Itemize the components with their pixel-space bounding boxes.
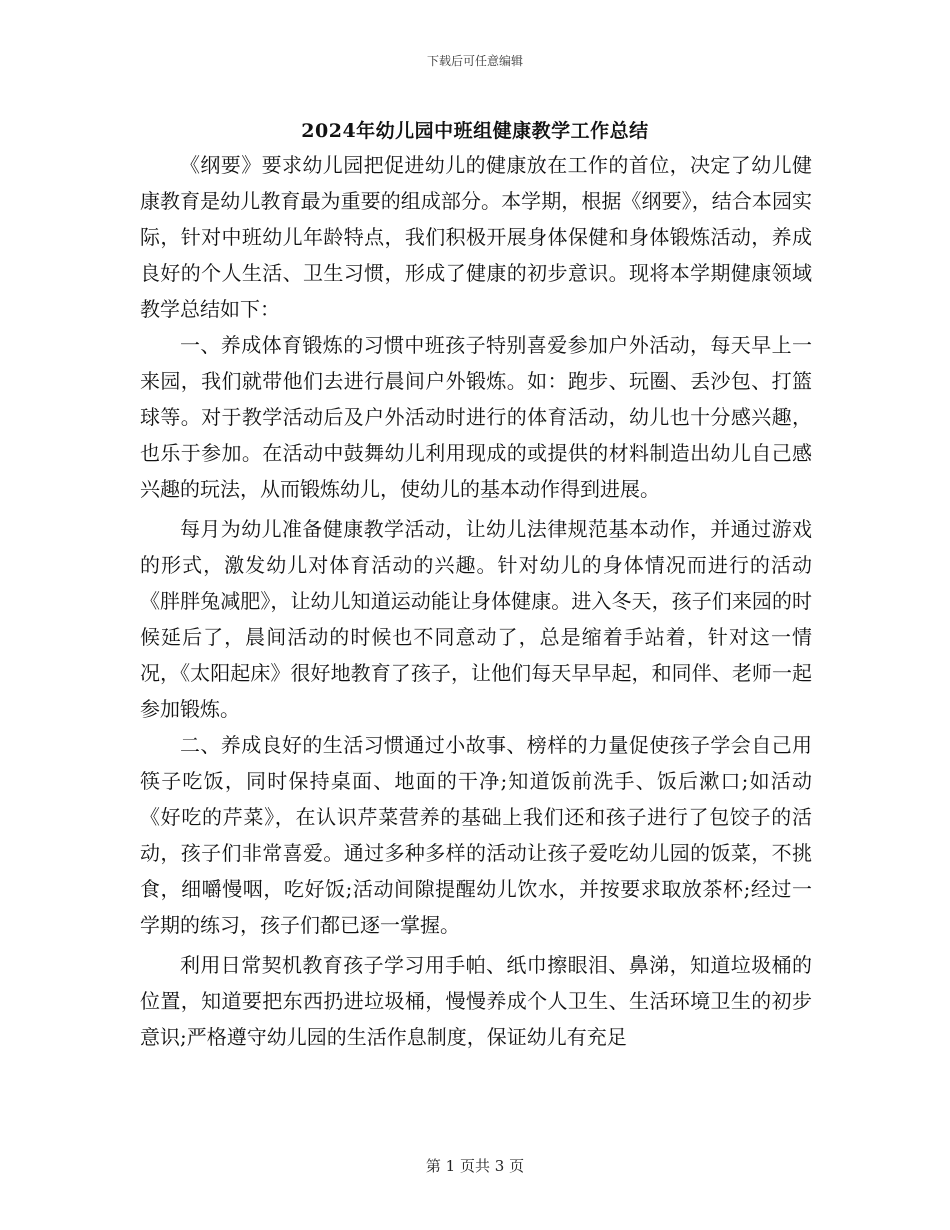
page-header-note: 下载后可任意编辑 — [426, 54, 523, 68]
paragraph-living-habits: 二、养成良好的生活习惯通过小故事、榜样的力量促使孩子学会自己用筷子吃饭，同时保持桌面、地面的干净;知道饭前洗手、饭后漱口;如活动《好吃的芹菜》，在认识芹菜营养的基础上我们还和孩子进行了包饺子的活动，孩子们非常喜爱。通过多种多样的活动让孩子爱吃幼儿园的饭菜，不挑食，细嚼慢咽，吃好饭;活动间隙提醒幼儿饮水，并按要求取放茶杯;经过一学期的练习，孩子们都已逐一掌握。 — [140, 733, 812, 937]
paragraph-hygiene: 利用日常契机教育孩子学习用手帕、纸巾擦眼泪、鼻涕，知道垃圾桶的位置，知道要把东西扔进垃圾桶，慢慢养成个人卫生、生活环境卫生的初步意识;严格遵守幼儿园的生活作息制度，保证幼儿有充足 — [140, 953, 812, 1049]
document-title: 2024年幼儿园中班组健康教学工作总结 — [301, 120, 649, 142]
paragraph-exercise-habits: 一、养成体育锻炼的习惯中班孩子特别喜爱参加户外活动，每天早上一来园，我们就带他们去进行晨间户外锻炼。如：跑步、玩圈、丢沙包、打篮球等。对于教学活动后及户外活动时进行的体育活动，幼儿也十分感兴趣，也乐于参加。在活动中鼓舞幼儿利用现成的或提供的材料制造出幼儿自己感兴趣的玩法，从而锻炼幼儿，使幼儿的基本动作得到进展。 — [140, 333, 812, 501]
document-body — [140, 147, 812, 1055]
page-number: 第 1 页共 3 页 — [425, 1157, 525, 1175]
paragraph-monthly-activities: 每月为幼儿准备健康教学活动，让幼儿法律规范基本动作，并通过游戏的形式，激发幼儿对体育活动的兴趣。针对幼儿的身体情况而进行的活动《胖胖兔减肥》，让幼儿知道运动能让身体健康。进入冬天，孩子们来园的时候延后了，晨间活动的时候也不同意动了，总是缩着手站着，针对这一情况，《太阳起床》很好地教育了孩子，让他们每天早早起，和同伴、老师一起参加锻炼。 — [140, 517, 812, 721]
paragraph-intro: 《纲要》要求幼儿园把促进幼儿的健康放在工作的首位，决定了幼儿健康教育是幼儿教育最为重要的组成部分。本学期，根据《纲要》，结合本园实际，针对中班幼儿年龄特点，我们积极开展身体保健和身体锻炼活动，养成良好的个人生活、卫生习惯，形成了健康的初步意识。现将本学期健康领域教学总结如下： — [140, 153, 812, 321]
